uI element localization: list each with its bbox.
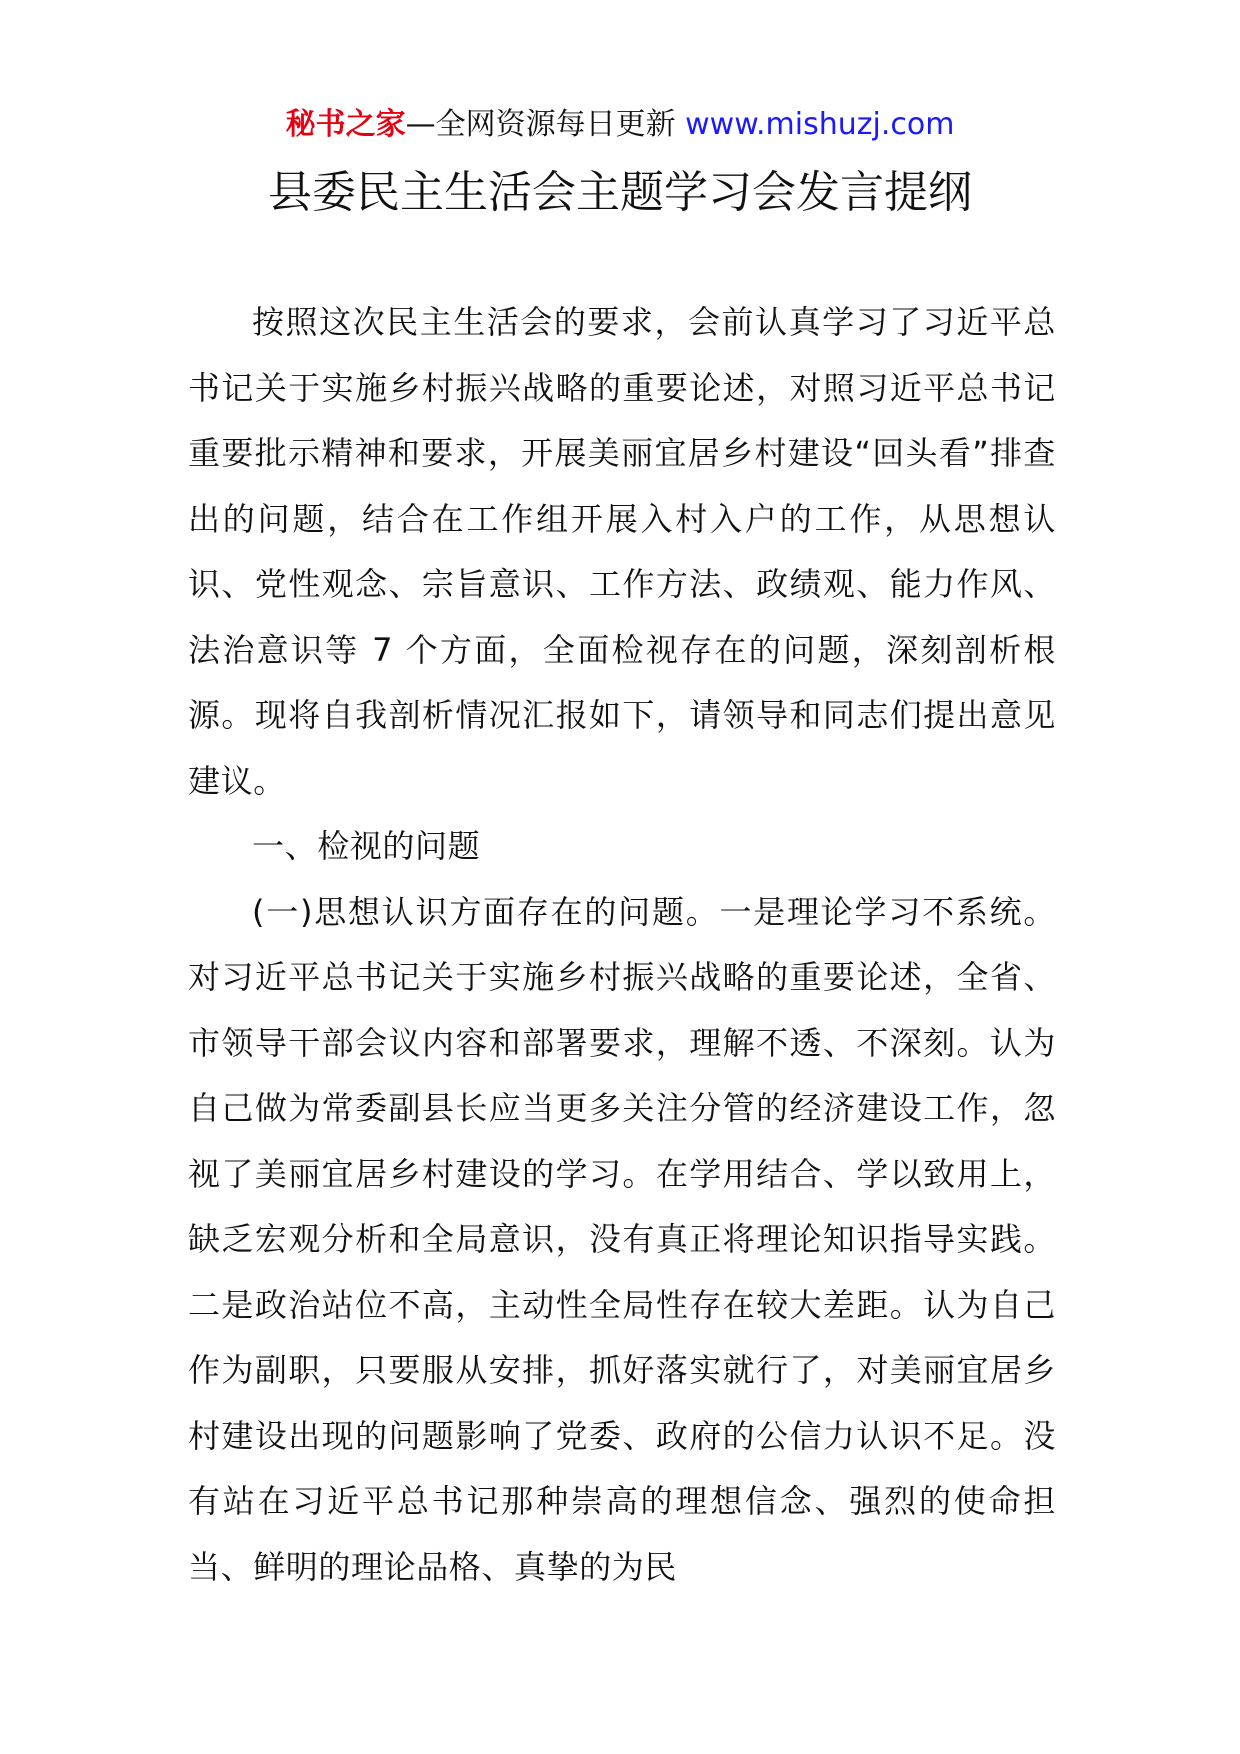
- section-heading: 一、检视的问题: [252, 827, 481, 865]
- document-body: [188, 290, 1056, 1600]
- document-title: 县委民主生活会主题学习会发言提纲: [268, 167, 972, 218]
- site-brand: 秘书之家: [285, 107, 406, 142]
- body-paragraph: (一)思想认识方面存在的问题。一是理论学习不系统。对习近平总书记关于实施乡村振兴战略的重要论述，全省、市领导干部会议内容和部署要求，理解不透、不深刻。认为自己做为常委副县长应当更多关注分管的经济建设工作，忽视了美丽宜居乡村建设的学习。在学用结合、学以致用上，缺乏宏观分析和全局意识，没有真正将理论知识指导实践。二是政治站位不高，主动性全局性存在较大差距。认为自己作为副职，只要服从安排，抓好落实就行了，对美丽宜居乡村建设出现的问题影响了党委、政府的公信力认识不足。没有站在习近平总书记那种崇高的理想信念、强烈的使命担当、鲜明的理论品格、真挚的为民: [188, 892, 1056, 1586]
- site-header: [0, 100, 1240, 150]
- site-tagline: —全网资源每日更新: [405, 107, 676, 142]
- site-url-link[interactable]: www.mishuzj.com: [685, 107, 955, 142]
- intro-paragraph: 按照这次民主生活会的要求，会前认真学习了习近平总书记关于实施乡村振兴战略的重要论述，对照习近平总书记重要批示精神和要求，开展美丽宜居乡村建设“回头看”排查出的问题，结合在工作组开展入村入户的工作，从思想认识、党性观念、宗旨意识、工作方法、政绩观、能力作风、法治意识等 7 个方面，全面检视存在的问题，深刻剖析根源。现将自我剖析情况汇报如下，请领导和同志们提出意见建议。: [188, 303, 1056, 800]
